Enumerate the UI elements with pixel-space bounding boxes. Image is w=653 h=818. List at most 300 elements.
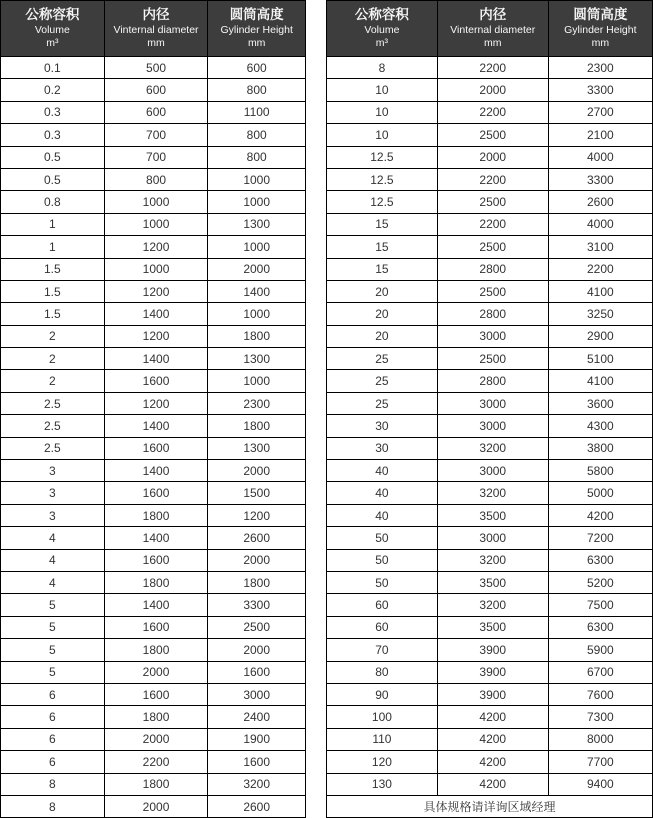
cell-height: 1000 (208, 168, 306, 190)
table-row (1, 348, 306, 370)
cell-height: 6300 (548, 549, 652, 571)
table-row (327, 571, 653, 593)
cell-diameter: 1600 (104, 437, 208, 459)
table-row (327, 258, 653, 280)
cell-volume: 5 (1, 639, 105, 661)
table-row (1, 549, 306, 571)
table-row (327, 213, 653, 235)
table-row (327, 616, 653, 638)
table-row (1, 616, 306, 638)
table-row (327, 168, 653, 190)
cell-volume: 15 (327, 236, 438, 258)
cell-height: 800 (208, 146, 306, 168)
cell-diameter: 1800 (104, 773, 208, 795)
cell-diameter: 3500 (437, 616, 548, 638)
table-row (327, 101, 653, 123)
table-row (327, 124, 653, 146)
cell-diameter: 4200 (437, 751, 548, 773)
cell-volume: 15 (327, 213, 438, 235)
cell-volume: 8 (1, 795, 105, 817)
cell-height: 4300 (548, 415, 652, 437)
cell-volume: 5 (1, 661, 105, 683)
cell-volume: 25 (327, 348, 438, 370)
cell-diameter: 3200 (437, 549, 548, 571)
cell-height: 6700 (548, 661, 652, 683)
cell-diameter: 1200 (104, 236, 208, 258)
cell-height: 3300 (208, 594, 306, 616)
cell-height: 1500 (208, 482, 306, 504)
cell-height: 5800 (548, 460, 652, 482)
cell-diameter: 2800 (437, 370, 548, 392)
cell-diameter: 1800 (104, 504, 208, 526)
cell-height: 7500 (548, 594, 652, 616)
cell-diameter: 3000 (437, 325, 548, 347)
table-row (1, 146, 306, 168)
cell-height: 2000 (208, 549, 306, 571)
footer-note: 具体规格请详询区域经理 (327, 795, 653, 817)
cell-volume: 3 (1, 482, 105, 504)
header-volume-unit: m³ (375, 37, 389, 50)
cell-volume: 2.5 (1, 437, 105, 459)
cell-height: 2000 (208, 258, 306, 280)
table-row (1, 437, 306, 459)
table-row (1, 571, 306, 593)
cell-volume: 40 (327, 460, 438, 482)
header-row (327, 1, 653, 57)
cell-volume: 120 (327, 751, 438, 773)
cell-diameter: 3500 (437, 571, 548, 593)
cell-volume: 2.5 (1, 392, 105, 414)
footer-row (327, 795, 653, 817)
left-table-body (1, 57, 306, 818)
cell-height: 2500 (208, 616, 306, 638)
cell-volume: 3 (1, 460, 105, 482)
cell-height: 1300 (208, 348, 306, 370)
cell-diameter: 3900 (437, 683, 548, 705)
right-table-footer (327, 795, 653, 817)
cell-diameter: 600 (104, 79, 208, 101)
cell-height: 6300 (548, 616, 652, 638)
table-row (1, 57, 306, 79)
cell-volume: 1 (1, 236, 105, 258)
cell-height: 2600 (548, 191, 652, 213)
cell-height: 4000 (548, 213, 652, 235)
table-row (327, 392, 653, 414)
header-diameter-unit: mm (483, 37, 502, 50)
cell-diameter: 3900 (437, 661, 548, 683)
cell-height: 1300 (208, 213, 306, 235)
table-row (327, 594, 653, 616)
table-row (1, 773, 306, 795)
cell-volume: 30 (327, 415, 438, 437)
cell-volume: 2 (1, 370, 105, 392)
cell-height: 2600 (208, 527, 306, 549)
table-row (1, 101, 306, 123)
cell-diameter: 2000 (104, 661, 208, 683)
cell-volume: 6 (1, 706, 105, 728)
cell-volume: 0.8 (1, 191, 105, 213)
cell-volume: 2.5 (1, 415, 105, 437)
cell-volume: 60 (327, 594, 438, 616)
cell-diameter: 2200 (437, 213, 548, 235)
cell-volume: 40 (327, 504, 438, 526)
cell-height: 2600 (208, 795, 306, 817)
cell-diameter: 2200 (437, 101, 548, 123)
cell-height: 2900 (548, 325, 652, 347)
table-row (327, 79, 653, 101)
cell-volume: 4 (1, 527, 105, 549)
table-row (1, 527, 306, 549)
cell-diameter: 1400 (104, 460, 208, 482)
cell-height: 1800 (208, 415, 306, 437)
table-row (1, 639, 306, 661)
table-row (327, 639, 653, 661)
table-row (1, 482, 306, 504)
header-height-unit: mm (247, 37, 266, 50)
cell-height: 3100 (548, 236, 652, 258)
header-volume (1, 1, 105, 57)
cell-volume: 60 (327, 616, 438, 638)
cell-height: 600 (208, 57, 306, 79)
cell-height: 1600 (208, 661, 306, 683)
table-row (327, 751, 653, 773)
cell-height: 7200 (548, 527, 652, 549)
cell-diameter: 2500 (437, 348, 548, 370)
cell-volume: 50 (327, 571, 438, 593)
cell-height: 5200 (548, 571, 652, 593)
table-row (327, 437, 653, 459)
cell-height: 1800 (208, 571, 306, 593)
cell-diameter: 2000 (437, 79, 548, 101)
header-diameter-en: Vinternal diameter (113, 23, 199, 36)
cell-height: 3200 (208, 773, 306, 795)
cell-diameter: 1200 (104, 280, 208, 302)
cell-volume: 50 (327, 527, 438, 549)
table-row (1, 280, 306, 302)
cell-volume: 12.5 (327, 168, 438, 190)
cell-volume: 30 (327, 437, 438, 459)
cell-diameter: 1200 (104, 325, 208, 347)
cell-volume: 0.1 (1, 57, 105, 79)
table-row (1, 594, 306, 616)
table-row (1, 258, 306, 280)
header-height-zh: 圆筒高度 (229, 7, 284, 23)
cell-diameter: 2500 (437, 280, 548, 302)
cell-diameter: 1000 (104, 191, 208, 213)
cell-height: 3000 (208, 683, 306, 705)
cell-diameter: 4200 (437, 728, 548, 750)
header-height-en: Gylinder Height (564, 23, 637, 36)
table-row (1, 706, 306, 728)
cell-diameter: 1600 (104, 482, 208, 504)
cell-diameter: 1800 (104, 571, 208, 593)
cell-volume: 10 (327, 79, 438, 101)
cell-diameter: 1000 (104, 213, 208, 235)
cell-height: 2300 (548, 57, 652, 79)
cell-height: 5900 (548, 639, 652, 661)
table-row (327, 460, 653, 482)
table-row (327, 146, 653, 168)
cell-height: 7700 (548, 751, 652, 773)
cell-volume: 20 (327, 303, 438, 325)
table-row (1, 213, 306, 235)
cell-height: 1000 (208, 370, 306, 392)
header-diameter-unit: mm (147, 37, 165, 50)
cell-volume: 4 (1, 549, 105, 571)
cell-diameter: 2000 (104, 795, 208, 817)
cell-volume: 90 (327, 683, 438, 705)
header-diameter (104, 1, 208, 57)
cell-diameter: 700 (104, 146, 208, 168)
cell-diameter: 2800 (437, 303, 548, 325)
cell-volume: 0.5 (1, 168, 105, 190)
cell-height: 2300 (208, 392, 306, 414)
cell-height: 3250 (548, 303, 652, 325)
table-row (1, 392, 306, 414)
cell-volume: 1.5 (1, 258, 105, 280)
cell-height: 3600 (548, 392, 652, 414)
cell-diameter: 1800 (104, 639, 208, 661)
cell-diameter: 600 (104, 101, 208, 123)
table-row (327, 415, 653, 437)
table-row (327, 191, 653, 213)
table-row (1, 460, 306, 482)
table-row (327, 773, 653, 795)
header-height-unit: mm (591, 37, 610, 50)
table-row (327, 236, 653, 258)
table-row (1, 751, 306, 773)
table-row (1, 795, 306, 817)
cell-height: 1300 (208, 437, 306, 459)
cell-height: 1000 (208, 303, 306, 325)
header-height (548, 1, 652, 57)
cell-height: 800 (208, 79, 306, 101)
table-row (327, 280, 653, 302)
table-row (327, 728, 653, 750)
table-row (327, 549, 653, 571)
cell-volume: 0.3 (1, 101, 105, 123)
table-row (1, 683, 306, 705)
cell-volume: 25 (327, 370, 438, 392)
cell-volume: 5 (1, 616, 105, 638)
header-volume-zh: 公称容积 (25, 7, 80, 23)
cell-diameter: 2200 (437, 168, 548, 190)
table-row (327, 325, 653, 347)
cell-volume: 50 (327, 549, 438, 571)
cell-height: 2000 (208, 460, 306, 482)
cell-diameter: 1600 (104, 549, 208, 571)
cell-height: 2000 (208, 639, 306, 661)
cell-height: 1000 (208, 191, 306, 213)
table-row (327, 370, 653, 392)
cell-height: 2100 (548, 124, 652, 146)
cell-volume: 25 (327, 392, 438, 414)
header-height-en: Gylinder Height (220, 23, 293, 36)
cell-diameter: 3500 (437, 504, 548, 526)
cell-height: 4100 (548, 370, 652, 392)
cell-diameter: 4200 (437, 773, 548, 795)
spec-table-left (0, 0, 306, 818)
cell-height: 4200 (548, 504, 652, 526)
cell-volume: 1.5 (1, 280, 105, 302)
cell-height: 9400 (548, 773, 652, 795)
cell-volume: 0.3 (1, 124, 105, 146)
header-volume-unit: m³ (46, 37, 59, 50)
cell-height: 1400 (208, 280, 306, 302)
cell-diameter: 1600 (104, 683, 208, 705)
cell-height: 7600 (548, 683, 652, 705)
cell-diameter: 2800 (437, 258, 548, 280)
cell-volume: 10 (327, 101, 438, 123)
cell-volume: 2 (1, 325, 105, 347)
cell-diameter: 1400 (104, 594, 208, 616)
cell-diameter: 2000 (104, 728, 208, 750)
header-height (208, 1, 306, 57)
header-row (1, 1, 306, 57)
table-row (1, 325, 306, 347)
table-row (1, 661, 306, 683)
cell-volume: 4 (1, 571, 105, 593)
cell-volume: 6 (1, 683, 105, 705)
cell-diameter: 2500 (437, 124, 548, 146)
cell-volume: 0.2 (1, 79, 105, 101)
cell-diameter: 1600 (104, 616, 208, 638)
header-volume-zh: 公称容积 (354, 7, 409, 23)
cell-volume: 12.5 (327, 191, 438, 213)
cell-volume: 5 (1, 594, 105, 616)
cell-diameter: 1800 (104, 706, 208, 728)
cell-height: 5000 (548, 482, 652, 504)
cell-volume: 8 (1, 773, 105, 795)
cell-volume: 6 (1, 751, 105, 773)
cell-diameter: 1600 (104, 370, 208, 392)
table-row (327, 504, 653, 526)
table-row (1, 168, 306, 190)
cell-height: 1200 (208, 504, 306, 526)
header-height-zh: 圆筒高度 (573, 7, 628, 23)
cell-diameter: 3900 (437, 639, 548, 661)
cell-volume: 3 (1, 504, 105, 526)
cell-volume: 80 (327, 661, 438, 683)
cell-diameter: 3000 (437, 392, 548, 414)
header-diameter (437, 1, 548, 57)
cell-diameter: 1400 (104, 303, 208, 325)
cell-height: 3300 (548, 79, 652, 101)
table-row (1, 303, 306, 325)
cell-diameter: 3200 (437, 437, 548, 459)
table-row (327, 348, 653, 370)
cell-volume: 8 (327, 57, 438, 79)
cell-diameter: 3000 (437, 527, 548, 549)
header-diameter-en: Vinternal diameter (450, 23, 536, 36)
cell-height: 4100 (548, 280, 652, 302)
cell-height: 5100 (548, 348, 652, 370)
cell-volume: 10 (327, 124, 438, 146)
cell-height: 2400 (208, 706, 306, 728)
cell-diameter: 3200 (437, 482, 548, 504)
table-row (327, 706, 653, 728)
header-volume-en: Volume (34, 23, 70, 36)
cell-volume: 1 (1, 213, 105, 235)
cell-diameter: 3000 (437, 460, 548, 482)
cell-diameter: 3200 (437, 594, 548, 616)
right-table-body (327, 57, 653, 796)
cell-diameter: 2200 (437, 57, 548, 79)
cell-height: 1900 (208, 728, 306, 750)
cell-diameter: 1400 (104, 348, 208, 370)
table-row (327, 482, 653, 504)
cell-height: 7300 (548, 706, 652, 728)
table-row (1, 728, 306, 750)
cell-diameter: 1200 (104, 392, 208, 414)
cell-height: 4000 (548, 146, 652, 168)
cell-diameter: 2500 (437, 236, 548, 258)
cell-height: 800 (208, 124, 306, 146)
cell-volume: 1.5 (1, 303, 105, 325)
cell-volume: 40 (327, 482, 438, 504)
cell-height: 2700 (548, 101, 652, 123)
cell-height: 8000 (548, 728, 652, 750)
cell-diameter: 1400 (104, 527, 208, 549)
cell-diameter: 500 (104, 57, 208, 79)
header-diameter-zh: 内径 (479, 7, 507, 23)
cell-height: 1800 (208, 325, 306, 347)
table-row (327, 303, 653, 325)
table-row (1, 124, 306, 146)
cell-diameter: 800 (104, 168, 208, 190)
header-diameter-zh: 内径 (142, 7, 170, 23)
cell-volume: 20 (327, 280, 438, 302)
cell-diameter: 2500 (437, 191, 548, 213)
cell-volume: 130 (327, 773, 438, 795)
cell-height: 3800 (548, 437, 652, 459)
cell-height: 3300 (548, 168, 652, 190)
cell-volume: 110 (327, 728, 438, 750)
cell-volume: 12.5 (327, 146, 438, 168)
table-row (327, 527, 653, 549)
cell-volume: 6 (1, 728, 105, 750)
cell-diameter: 1000 (104, 258, 208, 280)
table-row (327, 57, 653, 79)
cell-diameter: 700 (104, 124, 208, 146)
cell-height: 2200 (548, 258, 652, 280)
table-row (327, 683, 653, 705)
cell-height: 1000 (208, 236, 306, 258)
cell-diameter: 2000 (437, 146, 548, 168)
cell-volume: 15 (327, 258, 438, 280)
header-volume-en: Volume (364, 23, 400, 36)
cell-diameter: 4200 (437, 706, 548, 728)
table-row (1, 236, 306, 258)
cell-diameter: 2200 (104, 751, 208, 773)
cell-volume: 70 (327, 639, 438, 661)
table-row (1, 415, 306, 437)
cell-diameter: 3000 (437, 415, 548, 437)
cell-volume: 20 (327, 325, 438, 347)
cell-volume: 0.5 (1, 146, 105, 168)
cell-height: 1600 (208, 751, 306, 773)
cell-diameter: 1400 (104, 415, 208, 437)
header-volume (327, 1, 438, 57)
table-row (1, 79, 306, 101)
table-row (1, 191, 306, 213)
cell-height: 1100 (208, 101, 306, 123)
table-row (1, 370, 306, 392)
spec-table-right (326, 0, 653, 818)
cell-volume: 100 (327, 706, 438, 728)
cell-volume: 2 (1, 348, 105, 370)
table-row (327, 661, 653, 683)
